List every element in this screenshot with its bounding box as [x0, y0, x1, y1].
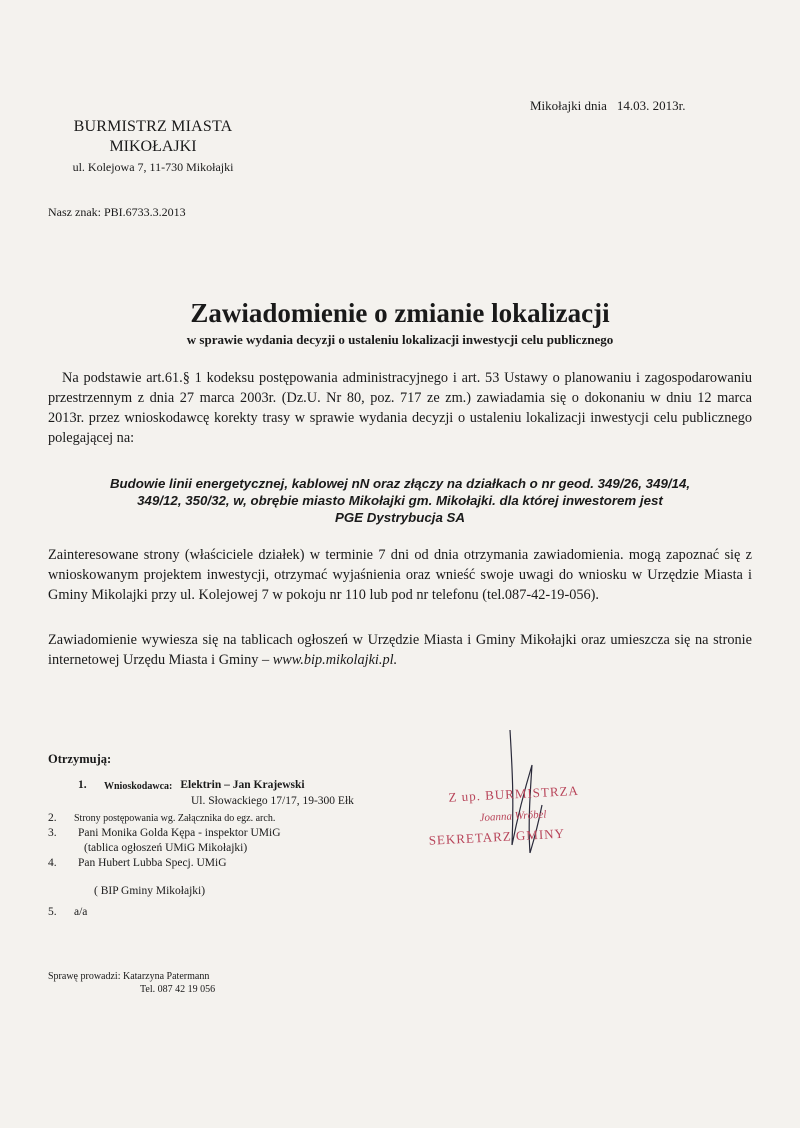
item-number: 2. [48, 812, 57, 824]
stamp-line1: Z up. BURMISTRZA [448, 782, 580, 805]
handler-phone: Tel. 087 42 19 056 [140, 984, 216, 995]
stamp-line2: Joanna Wróbel [479, 808, 547, 825]
item-number: 1. [78, 779, 87, 791]
recipients-heading: Otrzymują: [48, 752, 112, 766]
issuer-line2: MIKOŁAJKI [109, 138, 197, 155]
list-item [48, 856, 428, 871]
notice-subtitle: w sprawie wydania decyzji o ustaleniu lokalizacji inwestycji celu publicznego [186, 332, 614, 347]
investment-line1: Budowie linii energetycznej, kablowej nN oraz złączy na działkach o nr geod. 349/26, 349/14, [109, 476, 691, 491]
list-item [48, 826, 428, 841]
investment-line2: 349/12, 350/32, w, obrębie miasto Mikołajki gm. Mikołajki. dla której inwestorem jest [137, 493, 663, 508]
document-date: 14.03. 2013r. [616, 98, 686, 113]
notice-title: Zawiadomienie o zmianie lokalizacji [190, 298, 610, 328]
item-text: a/a [74, 906, 88, 918]
paragraph-parties: Zainteresowane strony (właściciele działek) w terminie 7 dni od dnia otrzymania zawiadomienia. mogą zapoznać się z wnioskowanym projektem inwestycji, otrzymać wyjaśnienia oraz wnieść swoje uwagi do wniosku w Urzędzie Miasta i Gminy Mikolajki przy ul. Kolejowej 7 w pokoju nr 110 lub pod nr telefonu (tel.087-42-19-056). [48, 547, 752, 603]
investment-line3: PGE Dystrybucja SA [334, 510, 466, 525]
official-stamp [418, 779, 622, 869]
item-number: 3. [48, 827, 57, 839]
item-text: Pan Hubert Lubba Specj. UMiG [78, 857, 227, 869]
issuer-address: ul. Kolejowa 7, 11-730 Mikołajki [72, 160, 234, 174]
paragraph-legal-basis: Na podstawie art.61.§ 1 kodeksu postępowania administracyjnego i art. 53 Ustawy o planowaniu i zagospodarowaniu przestrzennym z dnia 27 marca 2003r. (Dz.U. Nr 80, poz. 717 ze zm.) zawiadamia się o dokonaniu w dniu 12 marca 2013r. przez wnioskodawcę korekty trasy w sprawie wydania decyzji o ustaleniu lokalizacji inwestycji celu publicznego polegającej na: [48, 370, 752, 446]
paragraph-publication [48, 630, 752, 670]
stamp-line3: SEKRETARZ GMINY [428, 825, 566, 848]
item-address: Ul. Słowackiego 17/17, 19-300 Ełk [191, 795, 354, 807]
bip-link[interactable]: www.bip.mikolajki.pl. [272, 652, 398, 668]
publication-text: Zawiadomienie wywiesza się na tablicach ogłoszeń w Urzędzie Miasta i Gminy Mikołajki oraz umieszcza się na stronie internetowej Urzędu Miasta i Gminy – [48, 632, 752, 668]
item-label: Wnioskodawca: [104, 781, 173, 792]
issuer-block [48, 118, 258, 175]
list-item [48, 905, 428, 920]
case-handler [48, 970, 215, 996]
item-text: Pani Monika Golda Kępa - inspektor UMiG [78, 827, 281, 839]
item-sub: (tablica ogłoszeń UMiG Mikołajki) [84, 842, 248, 854]
item-sub: ( BIP Gminy Mikołajki) [94, 885, 206, 897]
prepared-by: Sprawę prowadzi: Katarzyna Patermann [48, 971, 210, 982]
recipients-list [48, 778, 428, 920]
item-number: 4. [48, 857, 57, 869]
issuer-line1: BURMISTRZ MIASTA [73, 118, 233, 135]
item-name: Elektrin – Jan Krajewski [180, 779, 305, 791]
place-and-date [530, 98, 686, 114]
list-item [48, 811, 428, 826]
investment-description [48, 475, 752, 526]
item-number: 5. [48, 906, 57, 918]
place-date-label: Mikołajki dnia [530, 98, 607, 113]
reference-number: Nasz znak: PBI.6733.3.2013 [48, 205, 186, 219]
item-text: Strony postępowania wg. Załącznika do egz. arch. [74, 813, 276, 824]
list-item [48, 778, 428, 794]
